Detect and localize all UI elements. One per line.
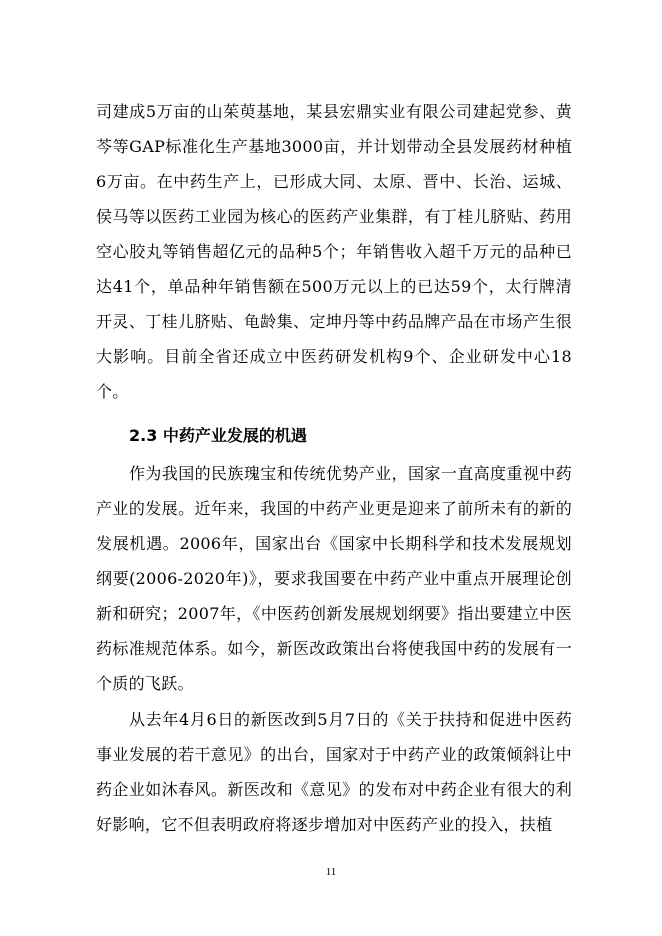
page-number: 11 xyxy=(325,866,337,878)
body-paragraph: 从去年4月6日的新医改到5月7日的《关于扶持和促进中医药事业发展的若干意见》的出台，国家对于中药产业的政策倾斜让中药企业如沐春风。新医改和《意见》的发布对中药企业有很大的利好影响，它不但表明政府将逐步增加对中医药产业的投入，扶植 xyxy=(96,710,572,834)
body-paragraph-continued: 司建成5万亩的山茱萸基地，某县宏鼎实业有限公司建起党参、黄芩等GAP标准化生产基地3000亩，并计划带动全县发展药材种植6万亩。在中药生产上，已形成大同、太原、晋中、长治、运城、侯马等以医药工业园为核心的医药产业集群，有丁桂儿脐贴、药用空心胶丸等销售超亿元的品种5个；年销售收入超千万元的品种已达41个，单品种年销售额在500万元以上的已达59个，太行牌清开灵、丁桂儿脐贴、龟龄集、定坤丹等中药品牌产品在市场产生很大影响。目前全省还成立中医药研发机构9个、企业研发中心18个。 xyxy=(96,102,572,401)
section-heading: 2.3 中药产业发展的机遇 xyxy=(129,426,307,445)
body-paragraph: 作为我国的民族瑰宝和传统优势产业，国家一直高度重视中药产业的发展。近年来，我国的中药产业更是迎来了前所未有的新的发展机遇。2006年，国家出台《国家中长期科学和技术发展规划纲要(2006-2020年)》，要求我国要在中药产业中重点开展理论创新和研究；2007年，《中医药创新发展规划纲要》指出要建立中医药标准规范体系。如今，新医改政策出台将使我国中药的发展有一个质的飞跃。 xyxy=(96,464,572,693)
